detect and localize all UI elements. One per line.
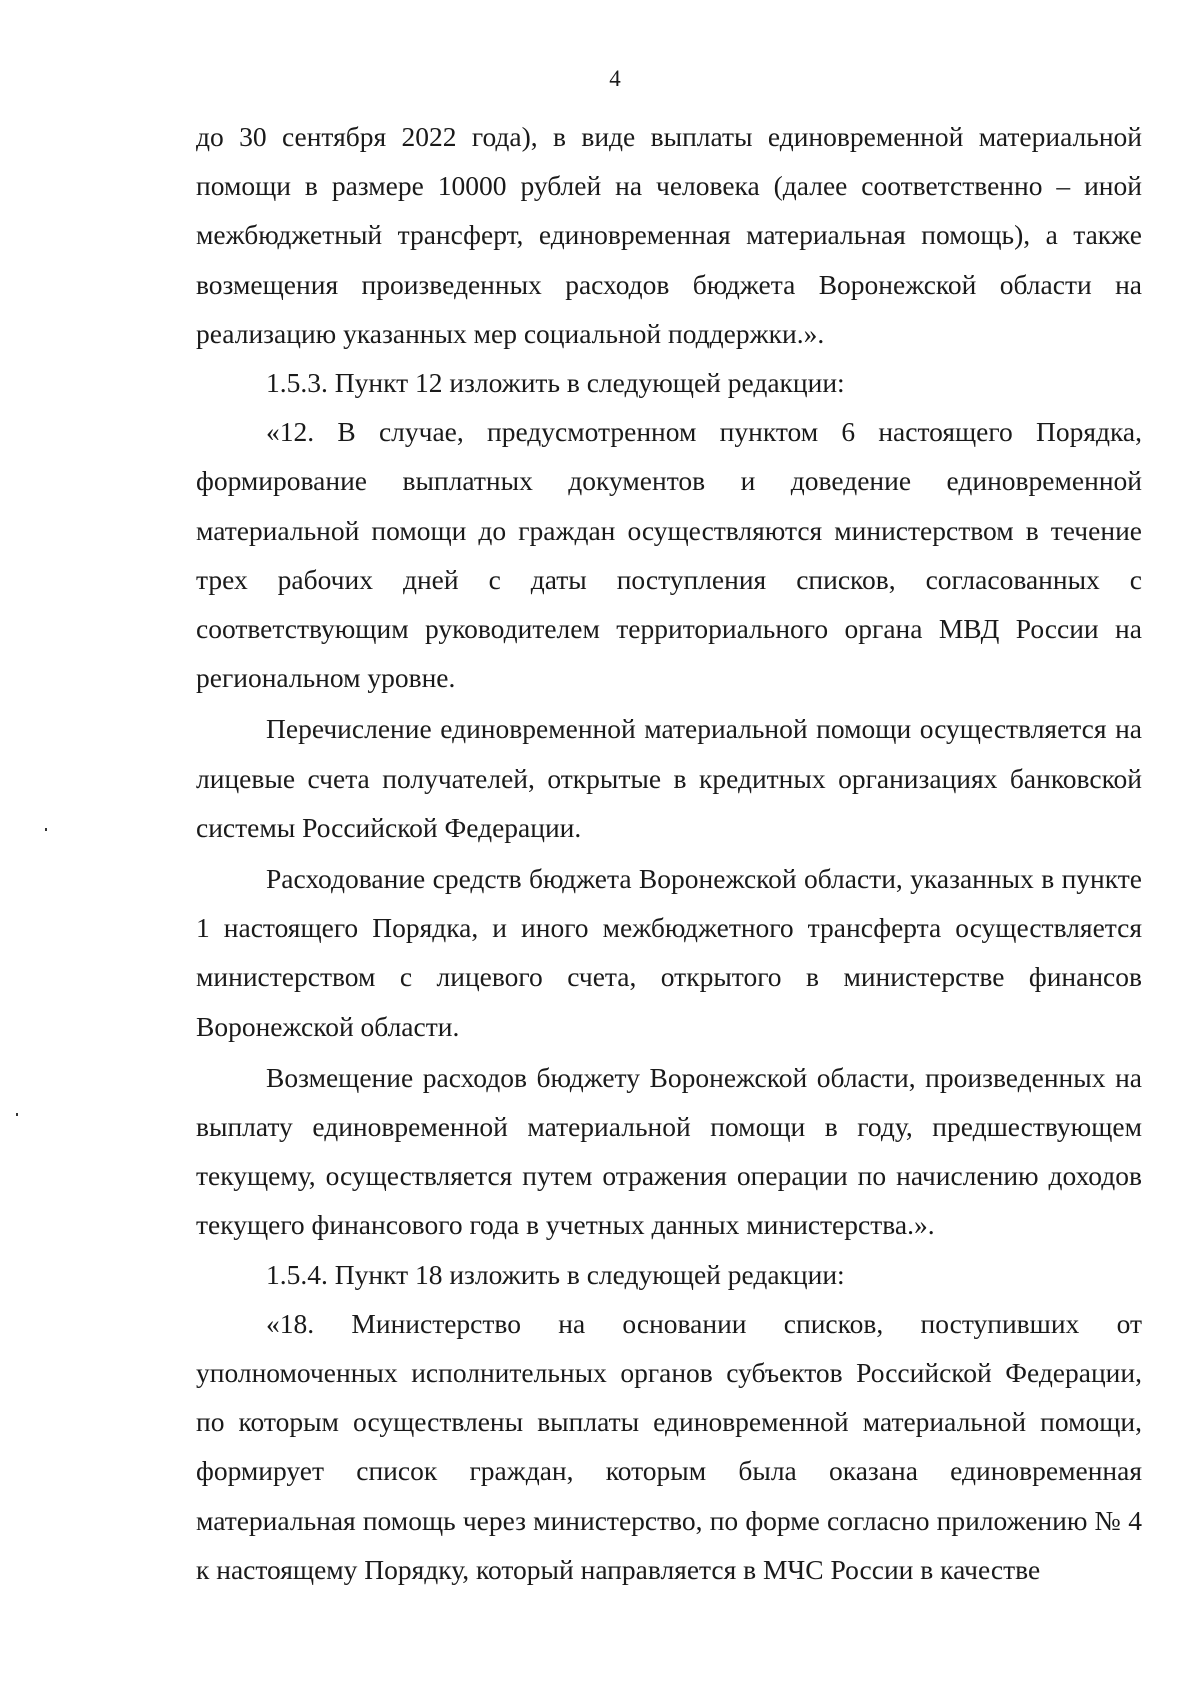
paragraph-transfer: Перечисление единовременной материальной помощи осуществляется на лицевые счета получателей, открытые в кредитных организациях банковской системы Российской Федерации. bbox=[196, 713, 1142, 843]
paragraph-point-18: «18. Министерство на основании списков, поступивших от уполномоченных исполнительных органов субъектов Российской Федерации, по которым осуществлены выплаты единовременной материальной помощи, формирует список граждан, которым была оказана единовременная материальная помощь через министерство, по форме согласно приложению № 4 к настоящему Порядку, который направляется в МЧС России в качестве bbox=[196, 1307, 1142, 1585]
document-body bbox=[196, 112, 1142, 1594]
paragraph-spending: Расходование средств бюджета Воронежской области, указанных в пункте 1 настоящего Порядка, и иного межбюджетного трансферта осуществляется министерством с лицевого счета, открытого в министерстве финансов Воронежской области. bbox=[196, 863, 1142, 1042]
paragraph-item-1-5-4: 1.5.4. Пункт 18 изложить в следующей редакции: bbox=[266, 1258, 845, 1290]
paragraph-item-1-5-3: 1.5.3. Пункт 12 изложить в следующей редакции: bbox=[266, 367, 845, 399]
page-number: 4 bbox=[609, 66, 621, 91]
scan-speck bbox=[16, 1113, 18, 1116]
paragraph-point-12: «12. В случае, предусмотренном пунктом 6 настоящего Порядка, формирование выплатных документов и доведение единовременной материальной помощи до граждан осуществляются министерством в течение трех рабочих дней с даты поступления списков, согласованных с соответствующим руководителем территориального органа МВД России на региональном уровне. bbox=[196, 416, 1142, 694]
paragraph-continuation: до 30 сентября 2022 года), в виде выплаты единовременной материальной помощи в размере 10000 рублей на человека (далее соответственно – иной межбюджетный трансферт, единовременная материальная помощь), а также возмещения произведенных расходов бюджета Воронежской области на реализацию указанных мер социальной поддержки.». bbox=[196, 121, 1142, 349]
scan-speck bbox=[45, 828, 47, 831]
paragraph-reimbursement: Возмещение расходов бюджету Воронежской области, произведенных на выплату единовременной материальной помощи в году, предшествующем текущему, осуществляется путем отражения операции по начислению доходов текущего финансового года в учетных данных министерства.». bbox=[196, 1061, 1142, 1241]
